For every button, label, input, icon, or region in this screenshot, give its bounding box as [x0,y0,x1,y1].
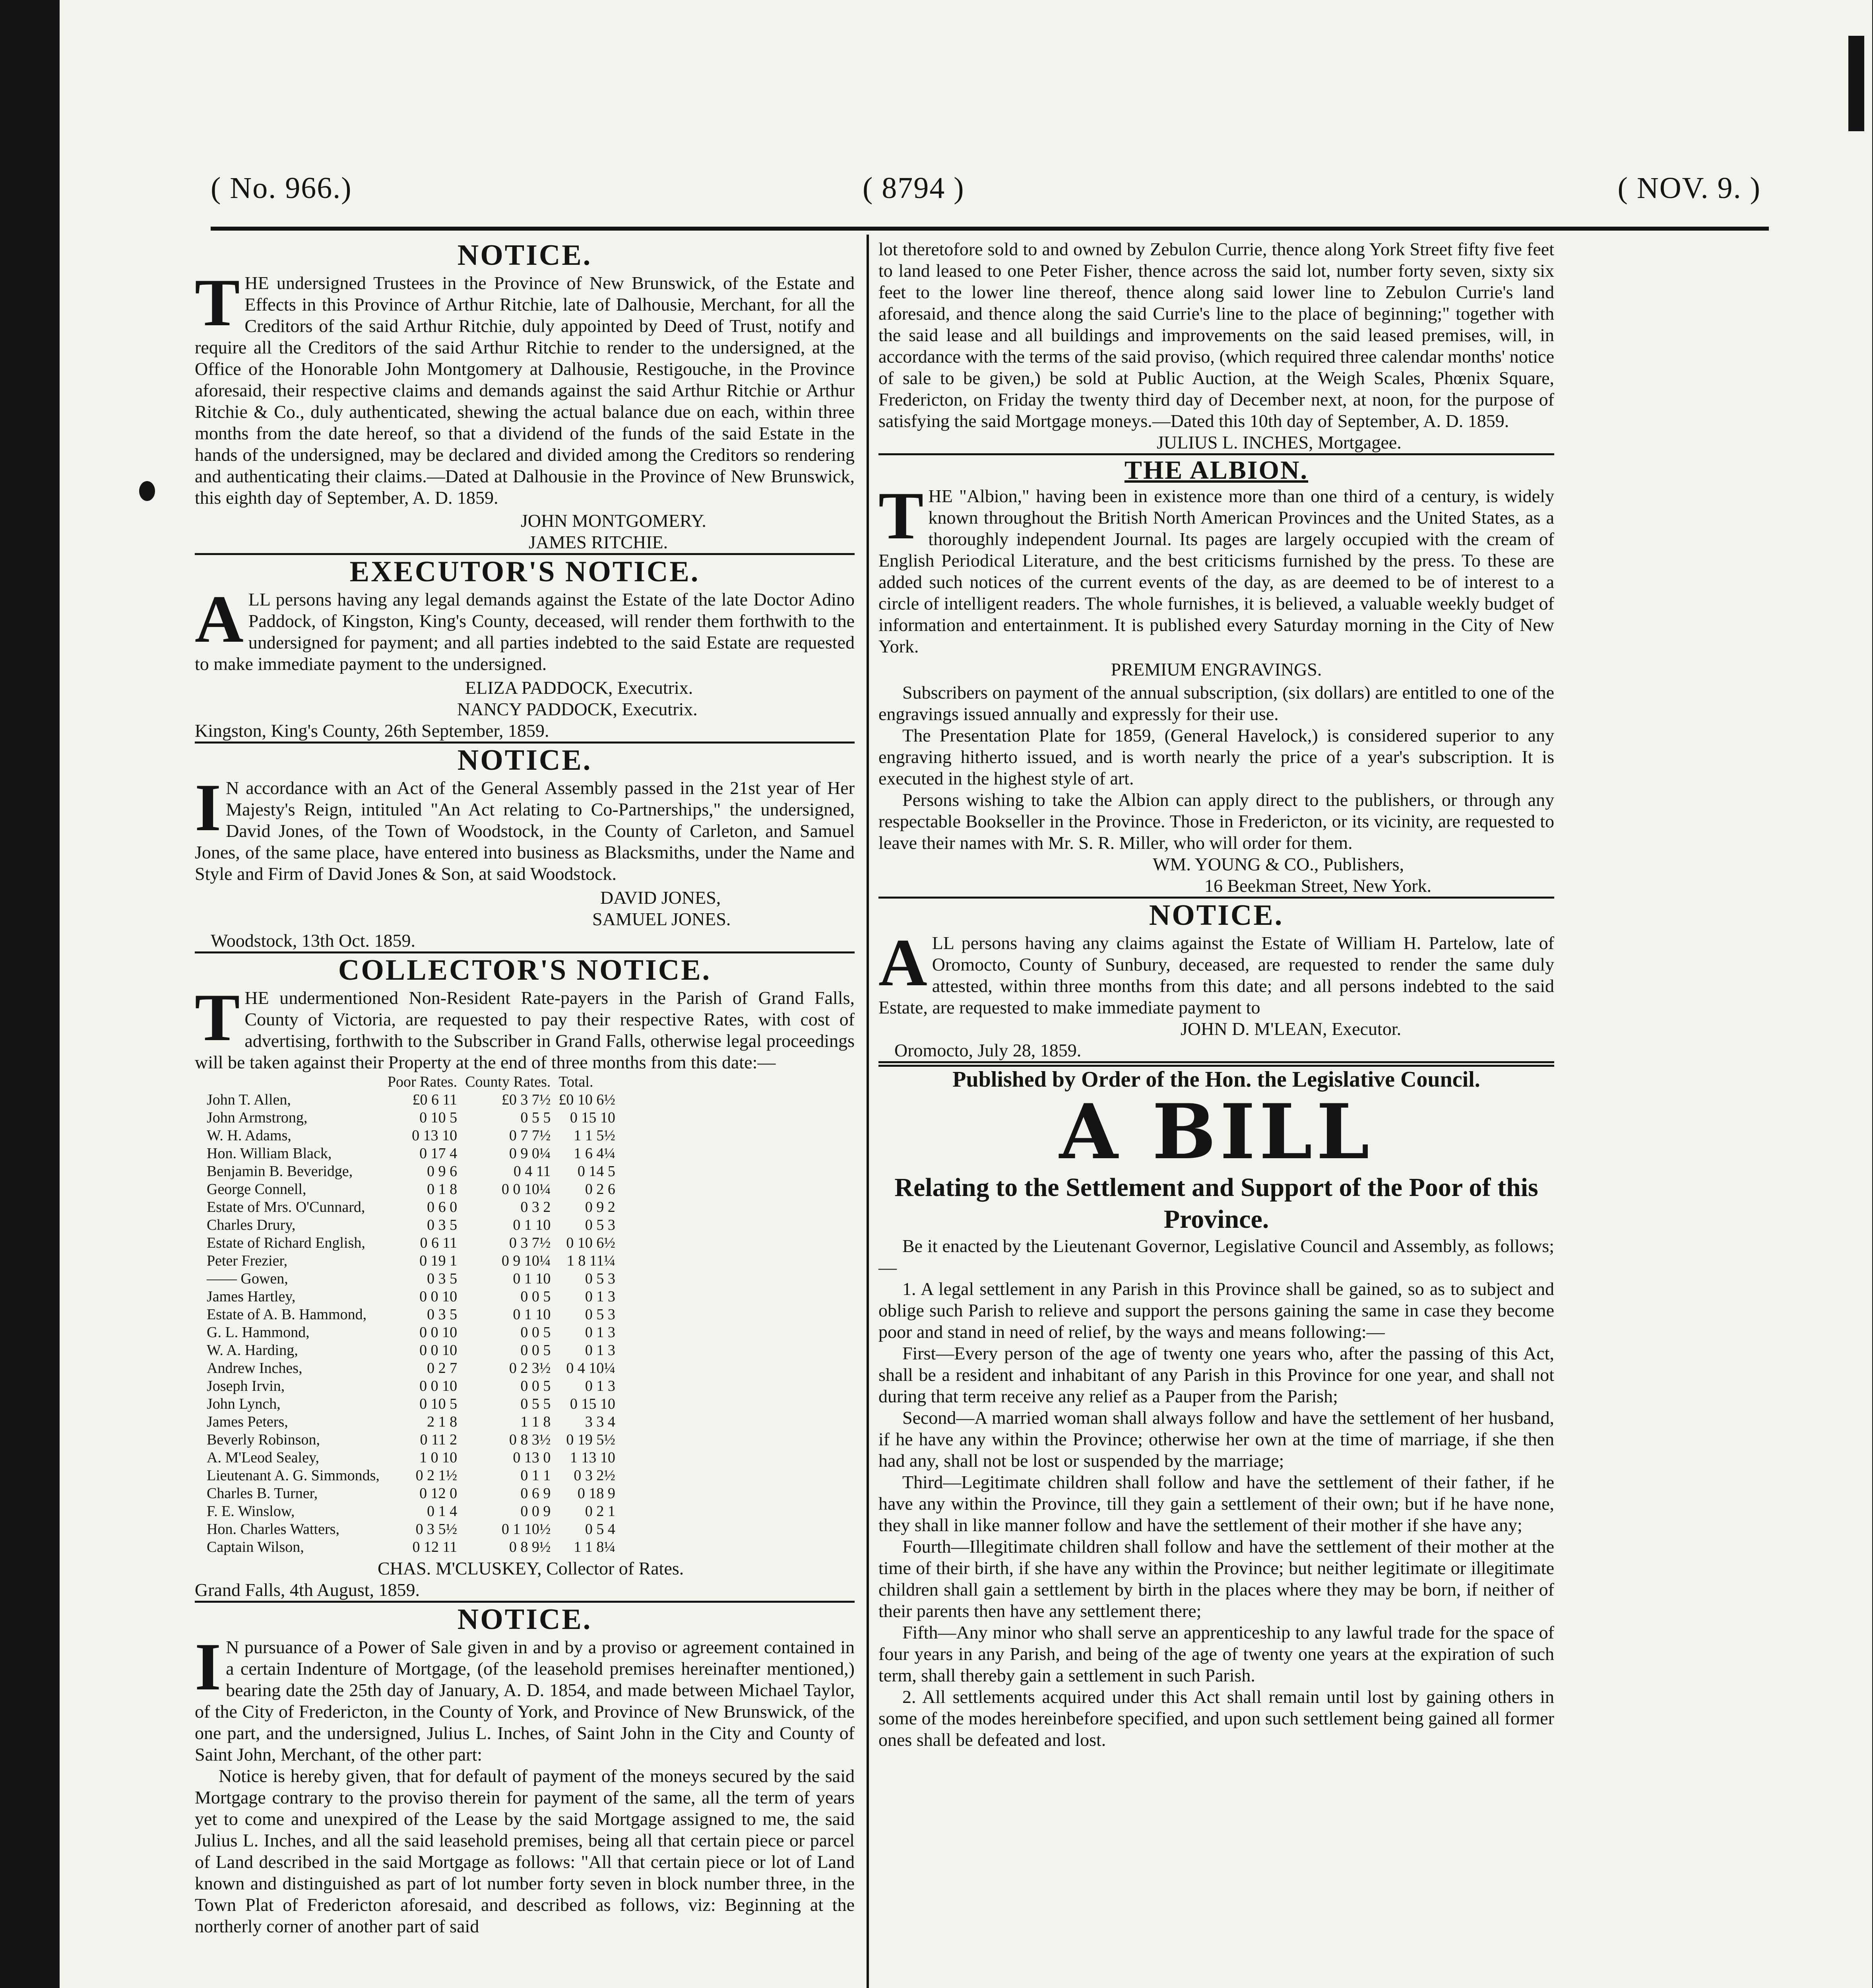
rate-cell: 0 0 5 [520,1288,551,1305]
drop-cap: T [195,265,240,340]
bill-paragraph: 2. All settlements acquired under this Act shall remain until lost by gaining others in some of the modes hereinbefore specified, and upon such settlement being gained all former ones shall be defeated and lost. [878,1687,1554,1750]
rate-cell: 0 5 3 [585,1217,615,1233]
rate-cell: 0 6 11 [420,1235,458,1251]
rate-cell: 1 0 10 [419,1449,458,1466]
table-row [203,1109,619,1127]
rate-cell: 0 5 5 [520,1109,551,1126]
rate-cell: 0 8 3½ [509,1431,551,1448]
signer: NANCY PADDOCK, Executrix. [457,699,698,719]
rate-cell: 0 10 5 [419,1396,458,1412]
rate-cell: £0 6 11 [412,1091,458,1108]
table-row [203,1145,619,1163]
rate-cell: 0 1 10 [513,1306,551,1323]
rate-cell: 0 3 5 [427,1306,458,1323]
drop-cap: I [195,770,221,845]
table-row [203,1216,619,1234]
rate-cell: 0 19 1 [419,1252,458,1269]
ratepayer-name: George Connell, [207,1181,306,1198]
table-row [203,1485,619,1503]
partnership-notice [195,744,855,951]
table-row [203,1324,619,1342]
rate-cell: 0 0 5 [520,1324,551,1341]
rate-cell: 0 12 11 [412,1539,458,1555]
signer: JULIUS L. INCHES, Mortgagee. [1157,432,1402,452]
notice-body [195,265,855,509]
column-header: Total. [558,1074,593,1090]
advert-text: HE "Albion," having been in existence more than one third of a century, is widely known throughout the British North American Provinces and the United States, as a thoroughly independent Journal. Its pages are largely occupied with the cream of English Periodical Literature, and the best criticisms furnished by the press. To these are added such notices of the current events of the day, as are deemed to be of interest to a circle of intelligent readers. The whole furnishes, it is believed, a valuable weekly budget of information and entertainment. It is published every Saturday morning in the City of New York. [878,486,1554,656]
rate-cell: 0 18 9 [577,1485,615,1502]
ratepayer-name: Estate of A. B. Hammond, [207,1306,367,1323]
sale-notice-continuation: lot theretofore sold to and owned by Zebulon Currie, thence along York Street fifty five feet to land leased to one Peter Fisher, thence across the said lot, number forty seven, sixty six feet to the lower line thereof, thence along said lower line to Zebulon Currie's land aforesaid, and thence along the said Currie's line to the place of beginning;" together with the said lease and all buildings and improvements on the said leased premises, will, in accordance with the terms of the said proviso, (which required three calendar months' notice of sale to be given,) be sold at Public Auction, at the Weigh Scales, Phœnix Square, Fredericton, on Friday the twenty third day of December next, at noon, for the purpose of satisfying the said Mortgage moneys.—Dated this 10th day of September, A. D. 1859. [878,239,1554,431]
ink-blot [139,481,155,501]
table-row [203,1198,619,1216]
rate-cell: 0 2 6 [585,1181,615,1198]
signer: SAMUEL JONES. [592,909,731,929]
table-row [203,1252,619,1270]
bill-section [878,1067,1554,1751]
notice-body [195,582,855,675]
ratepayer-name: John Armstrong, [207,1109,308,1126]
ratepayer-name: Andrew Inches, [207,1360,302,1376]
ratepayer-name: Captain Wilson, [207,1539,304,1555]
table-row [203,1342,619,1359]
ratepayer-name: Hon. Charles Watters, [207,1521,339,1538]
notice-text: LL persons having any claims against the Estate of William H. Partelow, late of Oromocto, County of Sunbury, deceased, are requested to render the same duly attested, within three months from this date; and all persons indebted to the said Estate, are requested to make immediate payment to [878,933,1554,1017]
rate-cell: 0 1 10½ [501,1521,551,1538]
rate-cell: 0 13 10 [412,1127,458,1144]
notice-body [195,980,855,1073]
drop-cap: I [195,1629,221,1704]
page-number: ( 8794 ) [863,171,965,205]
rate-cell: 0 5 4 [585,1521,615,1538]
ratepayer-name: F. E. Winslow, [207,1503,295,1520]
notice-text: HE undermentioned Non-Resident Rate-payers in the Parish of Grand Falls, County of Victoria, are requested to pay their respective Rates, with cost of advertising, forthwith to the Subscriber in Grand Falls, otherwise legal proceedings will be taken against their Property at the end of three months from this date:— [195,988,855,1072]
rate-cell: 0 4 10¼ [566,1360,615,1376]
table-header-row [203,1073,619,1091]
table-row [203,1127,619,1145]
drop-cap: A [878,925,927,1000]
table-row [203,1431,619,1449]
header-rule [211,227,1769,231]
notice-text: HE undersigned Trustees in the Province of New Brunswick, of the Estate and Effects in this Province of Arthur Ritchie, late of Dalhousie, Merchant, for all the Creditors of the said Arthur Ritchie, duly appointed by Deed of Trust, notify and require all the Creditors of the said Arthur Ritchie to render to the undersigned, at the Office of the Honorable John Montgomery at Dalhousie, Restigouche, in the Province aforesaid, their respective claims and demands against the said Arthur Ritchie or Arthur Ritchie & Co., duly authenticated, shewing the actual balance due on each, within three months from the date hereof, so that a dividend of the funds of the said Estate in the hands of the undersigned, may be declared and divided among the Creditors so rendering and authenticating their claims.—Dated at Dalhousie in the Province of New Brunswick, this eighth day of September, A. D. 1859. [195,273,855,508]
rate-cell: 0 10 6½ [566,1235,615,1251]
partelow-notice [878,899,1554,1061]
signer: ELIZA PADDOCK, Executrix. [465,678,693,698]
rate-cell: 1 1 5½ [574,1127,615,1144]
table-row [203,1306,619,1324]
rate-cell: 0 17 4 [419,1145,458,1162]
notice-title: NOTICE. [457,744,592,777]
rate-cell: 0 9 10¼ [501,1252,551,1269]
rate-cell: 0 1 1 [520,1467,551,1484]
advert-title: THE ALBION. [1124,456,1309,485]
table-row [203,1467,619,1485]
drop-cap: T [878,478,924,553]
advert-body [878,478,1554,657]
signer: DAVID JONES, [600,887,721,908]
ratepayer-name: Estate of Mrs. O'Cunnard, [207,1199,365,1215]
ratepayer-name: A. M'Leod Sealey, [207,1449,319,1466]
notice-title: NOTICE. [457,239,592,272]
rate-cell: 0 0 10 [419,1288,458,1305]
rate-cell: 0 13 0 [513,1449,551,1466]
advert-paragraph: The Presentation Plate for 1859, (General Havelock,) is considered superior to any engraving hitherto issued, and is worth nearly the price of a year's subscription. It is executed in the highest style of art. [878,725,1554,788]
notice-body [195,770,855,885]
signer: WM. YOUNG & CO., Publishers, [1153,854,1404,874]
rate-cell: 0 12 0 [419,1485,458,1502]
signer: JOHN MONTGOMERY. [521,511,706,531]
notice-body [878,925,1554,1018]
ratepayer-name: James Peters, [207,1413,288,1430]
notice-text: N pursuance of a Power of Sale given in and by a proviso or agreement contained in a certain Indenture of Mortgage, (of the leasehold premises hereinafter mentioned,) bearing date the 25th day of January, A. D. 1854, and made between Michael Taylor, of the City of Fredericton, in the County of York, and Province of New Brunswick, of the one part, and the undersigned, Julius L. Inches, of Saint John in the City and County of Saint John, Merchant, of the other part: [195,1637,855,1765]
ratepayer-name: Estate of Richard English, [207,1235,365,1251]
advert-paragraph: Subscribers on payment of the annual subscription, (six dollars) are entitled to one of the engravings issued annually and expressly for their use. [878,682,1554,724]
bill-paragraph: 1. A legal settlement in any Parish in this Province shall be gained, so as to subject and oblige such Parish to relieve and support the persons gaining the same in case they become poor and stand in need of relief, by the ways and means following:— [878,1279,1554,1342]
signer: JOHN D. M'LEAN, Executor. [1181,1019,1402,1039]
bill-paragraph: Second—A married woman shall always follow and have the settlement of her husband, if he have any within the Province; otherwise her own at the time of marriage, if she then had any, shall not be lost or suspended by the marriage; [878,1408,1554,1471]
ratepayer-name: W. H. Adams, [207,1127,291,1144]
rate-cell: 0 5 3 [585,1270,615,1287]
rate-cell: 0 19 5½ [566,1431,615,1448]
rate-cell: 0 1 3 [585,1378,615,1394]
ratepayer-name: W. A. Harding, [207,1342,298,1359]
ratepayer-name: —— Gowen, [207,1270,288,1287]
ratepayer-name: Benjamin B. Beveridge, [207,1163,353,1180]
table-row [203,1091,619,1109]
advert-subhead: PREMIUM ENGRAVINGS. [1111,659,1322,679]
notice-title: NOTICE. [457,1603,592,1636]
collector-notice [195,953,855,1601]
rate-cell: 0 14 5 [577,1163,615,1180]
rate-cell: 0 0 10 [419,1378,458,1394]
rates-table [203,1073,619,1556]
rate-cell: 0 1 3 [585,1342,615,1359]
notice-text: LL persons having any legal demands against the Estate of the late Doctor Adino Paddock, of Kingston, King's County, deceased, will render them forthwith to the undersigned for payment; and all parties indebted to the said Estate are requested to make immediate payment to the undersigned. [195,589,855,674]
rate-cell: 1 1 8¼ [574,1539,615,1555]
dateline: Kingston, King's County, 26th September, 1859. [195,720,549,741]
rate-cell: 0 1 10 [513,1270,551,1287]
newspaper-page [60,0,1872,1988]
rate-cell: 0 15 10 [570,1109,615,1126]
table-row [203,1359,619,1377]
column-header [203,1073,384,1091]
rate-cell: 1 1 8 [520,1413,551,1430]
right-column [878,239,1554,1751]
table-row [203,1538,619,1556]
drop-cap: T [195,980,240,1055]
ratepayer-name: James Hartley, [207,1288,296,1305]
rate-cell: 0 3 5 [427,1217,458,1233]
table-row [203,1270,619,1288]
column-header: County Rates. [465,1074,551,1090]
rate-cell: 0 5 5 [520,1396,551,1412]
double-rule [878,1061,1554,1067]
bill-paragraph: Third—Legitimate children shall follow and have the settlement of their father, if he have any within the Province, till they gain a settlement of their own; but if he have none, they shall in like manner follow and have the settlement of their mother if she have any; [878,1472,1554,1535]
ratepayer-name: Hon. William Black, [207,1145,332,1162]
left-column [195,239,855,1937]
bill-title: A BILL [1059,1087,1374,1176]
table-row [203,1395,619,1413]
rate-cell: 0 0 5 [520,1378,551,1394]
rate-cell: 0 0 10 [419,1342,458,1359]
ratepayer-name: Charles B. Turner, [207,1485,318,1502]
ratepayer-name: Lieutenant A. G. Simmonds, [207,1467,380,1484]
rate-cell: 0 1 10 [513,1217,551,1233]
rate-cell: 0 6 9 [520,1485,551,1502]
rate-cell: 0 9 0¼ [509,1145,551,1162]
bill-paragraph: Fourth—Illegitimate children shall follow and have the settlement of their mother at the time of their birth, if she have any within the Province; but neither legitimate or illegitimate children shall gain a settlement by birth in the places where they may be born, if neither of their parents then have any settlement there; [878,1536,1554,1621]
table-row [203,1234,619,1252]
rate-cell: 0 7 7½ [509,1127,551,1144]
albion-advertisement [878,455,1554,897]
rate-cell: 0 1 3 [585,1324,615,1341]
notice-title: EXECUTOR'S NOTICE. [349,555,700,588]
table-row [203,1520,619,1538]
rate-cell: 0 0 5 [520,1342,551,1359]
ratepayer-name: G. L. Hammond, [207,1324,310,1341]
rate-cell: 0 2 3½ [509,1360,551,1376]
signer: JAMES RITCHIE. [529,532,668,552]
advert-paragraph: Persons wishing to take the Albion can apply direct to the publishers, or through any respectable Bookseller in the Province. Those in Fredericton, or its vicinity, are requested to leave their names with Mr. S. R. Miller, who will order for them. [878,790,1554,853]
table-row [203,1503,619,1520]
sale-notice [195,1603,855,1937]
bill-subtitle: Relating to the Settlement and Support of the Poor of this Province. [894,1173,1538,1234]
rate-cell: 0 2 1 [585,1503,615,1520]
table-row [203,1163,619,1180]
rate-cell: 3 3 4 [585,1413,615,1430]
rate-cell: 0 0 9 [520,1503,551,1520]
bill-paragraph: Fifth—Any minor who shall serve an apprenticeship to any lawful trade for the space of four years in any Parish, and being of the age of twenty one years at the expiration of such term, shall thereby gain a settlement in such Parish. [878,1622,1554,1685]
column-header: Poor Rates. [387,1074,458,1090]
rate-cell: 1 6 4¼ [574,1145,615,1162]
rate-cell: 0 0 10¼ [501,1181,551,1198]
rate-cell: 0 8 9½ [509,1539,551,1555]
rate-cell: £0 3 7½ [501,1091,551,1108]
rate-cell: 0 4 11 [513,1163,551,1180]
rate-cell: 0 1 3 [585,1288,615,1305]
bill-paragraph: First—Every person of the age of twenty one years who, after the passing of this Act, shall be a resident and inhabitant of any Parish in this Province for one year, and shall not during that term receive any relief as a Pauper from the Parish; [878,1343,1554,1406]
rate-cell: 0 2 7 [427,1360,458,1376]
dateline: Oromocto, July 28, 1859. [894,1040,1082,1060]
rate-cell: 0 5 3 [585,1306,615,1323]
rate-cell: 0 3 5 [427,1270,458,1287]
rate-cell: 0 1 8 [427,1181,458,1198]
issue-date: ( NOV. 9. ) [1617,171,1761,205]
notice-text: N accordance with an Act of the General Assembly passed in the 21st year of Her Majesty's Reign, intituled "An Act relating to Co-Partnerships," the undersigned, David Jones, of the Town of Woodstock, in the County of Carleton, and Samuel Jones, of the same place, have entered into business as Blacksmiths, under the Name and Style and Firm of David Jones & Son, at said Woodstock. [195,778,855,884]
executor-notice [195,555,855,742]
rate-cell: 0 9 6 [427,1163,458,1180]
signer-address: 16 Beekman Street, New York. [1204,876,1432,896]
notice-title: NOTICE. [1149,899,1284,932]
ratepayer-name: Beverly Robinson, [207,1431,320,1448]
page-edge-mark [1848,36,1864,131]
column-rule [867,235,869,1988]
issue-number: ( No. 966.) [211,171,352,205]
ratepayer-name: John Lynch, [207,1396,281,1412]
signer: CHAS. M'CLUSKEY, Collector of Rates. [378,1558,684,1578]
rate-cell: 0 9 2 [585,1199,615,1215]
table-row [203,1288,619,1306]
rate-cell: 0 11 2 [420,1431,458,1448]
rate-cell: 2 1 8 [427,1413,458,1430]
ratepayer-name: Charles Drury, [207,1217,296,1233]
table-row [203,1449,619,1467]
table-row [203,1413,619,1431]
ratepayer-name: Joseph Irvin, [207,1378,285,1394]
published-by: Published by Order of the Hon. the Legislative Council. [952,1067,1480,1092]
trustee-notice [195,239,855,553]
bill-paragraph: Be it enacted by the Lieutenant Governor, Legislative Council and Assembly, as follows;— [878,1236,1554,1277]
notice-title: COLLECTOR'S NOTICE. [338,954,712,986]
rate-cell: 0 10 5 [419,1109,458,1126]
rate-cell: 0 3 5½ [415,1521,458,1538]
notice-body [195,1629,855,1765]
rate-cell: 0 15 10 [570,1396,615,1412]
rate-cell: 1 8 11¼ [566,1252,615,1269]
rate-cell: 0 0 10 [419,1324,458,1341]
ratepayer-name: Peter Frezier, [207,1252,288,1269]
drop-cap: A [195,582,244,656]
page-edge-mark [0,32,16,139]
dateline: Woodstock, 13th Oct. 1859. [211,930,416,951]
dateline: Grand Falls, 4th August, 1859. [195,1580,420,1600]
ratepayer-name: John T. Allen, [207,1091,291,1108]
rate-cell: 0 1 4 [427,1503,458,1520]
rate-cell: 0 6 0 [427,1199,458,1215]
rate-cell: 0 3 2 [520,1199,551,1215]
rate-cell: 1 13 10 [570,1449,615,1466]
notice-paragraph: Notice is hereby given, that for default of payment of the moneys secured by the said Mortgage contrary to the proviso therein for payment of the same, all the term of years yet to come and unexpired of the Lease by the said Mortgage assigned to me, the said Julius L. Inches, and all the said leasehold premises, being all that certain piece or parcel of Land described in the said Mortgage as follows: "All that certain piece or lot of Land known and distinguished as part of lot number forty seven in block number three, in the Town Plat of Fredericton aforesaid, and described as follows, viz: Beginning at the northerly corner of another part of said [195,1766,855,1936]
rate-cell: 0 3 7½ [509,1235,551,1251]
rates-table-body [203,1091,619,1556]
table-row [203,1180,619,1198]
rate-cell: 0 2 1½ [415,1467,458,1484]
rate-cell: £0 10 6½ [558,1091,615,1108]
page-header [211,171,1761,215]
table-row [203,1377,619,1395]
rate-cell: 0 3 2½ [574,1467,615,1484]
